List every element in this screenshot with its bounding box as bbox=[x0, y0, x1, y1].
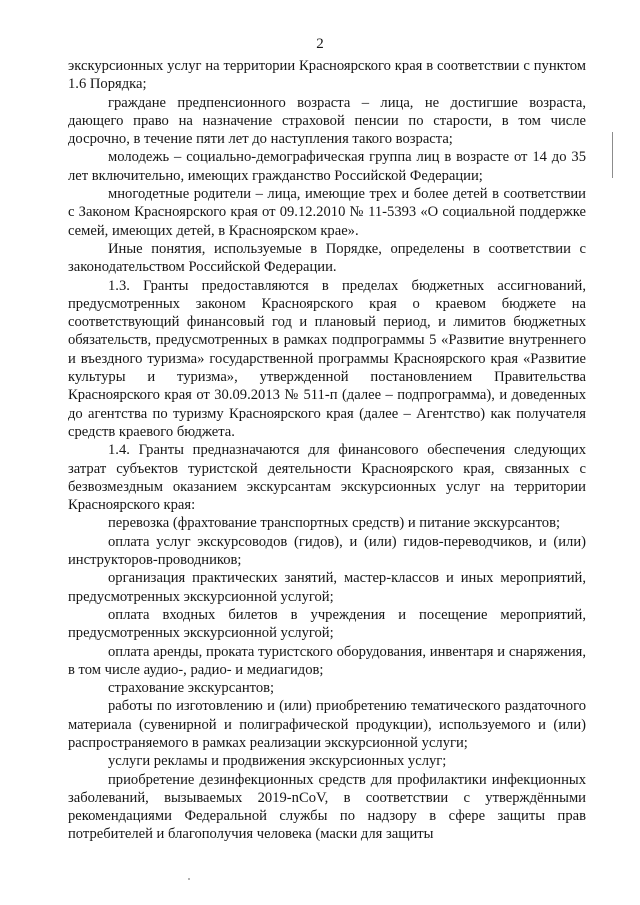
expense-item-transport: перевозка (фрахтование транспортных средств) и питание экскурсантов; bbox=[108, 515, 561, 532]
paragraph-continuation: экскурсионных услуг на территории Красноярского края в соответствии с пунктом 1.6 Порядка; bbox=[68, 58, 586, 93]
expense-item-workshops: организация практических занятий, мастер-классов и иных мероприятий, предусмотренных экскурсионной услугой; bbox=[68, 570, 586, 605]
document-body bbox=[68, 57, 586, 844]
definition-large-families: многодетные родители – лица, имеющие трех и более детей в соответствии с Законом Красноярского края от 09.12.2010 № 11-5393 «О социальной поддержке семей, имеющих детей, в Красноярском крае». bbox=[68, 186, 586, 239]
expense-item-disinfection: приобретение дезинфекционных средств для профилактики инфекционных заболеваний, вызываемых 2019-nCoV, в соответствии с утверждёнными рекомендациями Федеральной службы по надзору в сфере защиты прав потребителей и благополучия человека (маски для защиты bbox=[68, 771, 586, 843]
expense-item-tickets: оплата входных билетов в учреждения и посещение мероприятий, предусмотренных экскурсионной услугой; bbox=[68, 606, 586, 642]
expense-item-advertising: услуги рекламы и продвижения экскурсионных услуг; bbox=[108, 753, 447, 770]
other-terms-paragraph: Иные понятия, используемые в Порядке, определены в соответствии с законодательством Российской Федерации. bbox=[68, 240, 586, 276]
expense-item-handout-materials: работы по изготовлению и (или) приобретению тематического раздаточного материала (сувенирной и полиграфической продукции), используемого и (или) распространяемого в рамках реализации экскурсионной услуги; bbox=[68, 698, 586, 751]
expense-item-guides: оплата услуг экскурсоводов (гидов), и (или) гидов-переводчиков, и (или) инструкторов-проводников; bbox=[68, 533, 586, 569]
definition-pre-pension-age: граждане предпенсионного возраста – лица, не достигшие возраста, дающего право на назначение страховой пенсии по старости, в том числе досрочно, в течение пяти лет до наступления такого возраста; bbox=[68, 94, 586, 148]
page-number: 2 bbox=[316, 36, 324, 52]
definition-youth: молодежь – социально-демографическая группа лиц в возрасте от 14 до 35 лет включительно, имеющих гражданство Российской Федерации; bbox=[68, 149, 586, 184]
clause-1-4: 1.4. Гранты предназначаются для финансового обеспечения следующих затрат субъектов туристской деятельности Красноярского края, связанных с безвозмездным оказанием экскурсантам экскурсионных услуг на территории Красноярского края: bbox=[68, 442, 586, 514]
margin-mark bbox=[612, 132, 613, 178]
scan-speck bbox=[188, 878, 190, 880]
expense-item-equipment-rent: оплата аренды, проката туристского оборудования, инвентаря и снаряжения, в том числе аудио-, радио- и медиагидов; bbox=[68, 643, 586, 678]
clause-1-3: 1.3. Гранты предоставляются в пределах бюджетных ассигнований, предусмотренных законом Красноярского края о краевом бюджете на соответствующий финансовый год и плановый период, и лимитов бюджетных обязательств, предусмотренных в рамках подпрограммы 5 «Развитие внутреннего и въездного туризма» государственной программы Красноярского края «Развитие культуры и туризма», утвержденной постановлением Правительства Красноярского края от 30.09.2013 № 511-п (далее – подпрограмма), и доведенных до агентства по туризму Красноярского края (далее – Агентство) как получателя средств краевого бюджета. bbox=[68, 277, 586, 440]
expense-item-insurance: страхование экскурсантов; bbox=[108, 680, 275, 697]
